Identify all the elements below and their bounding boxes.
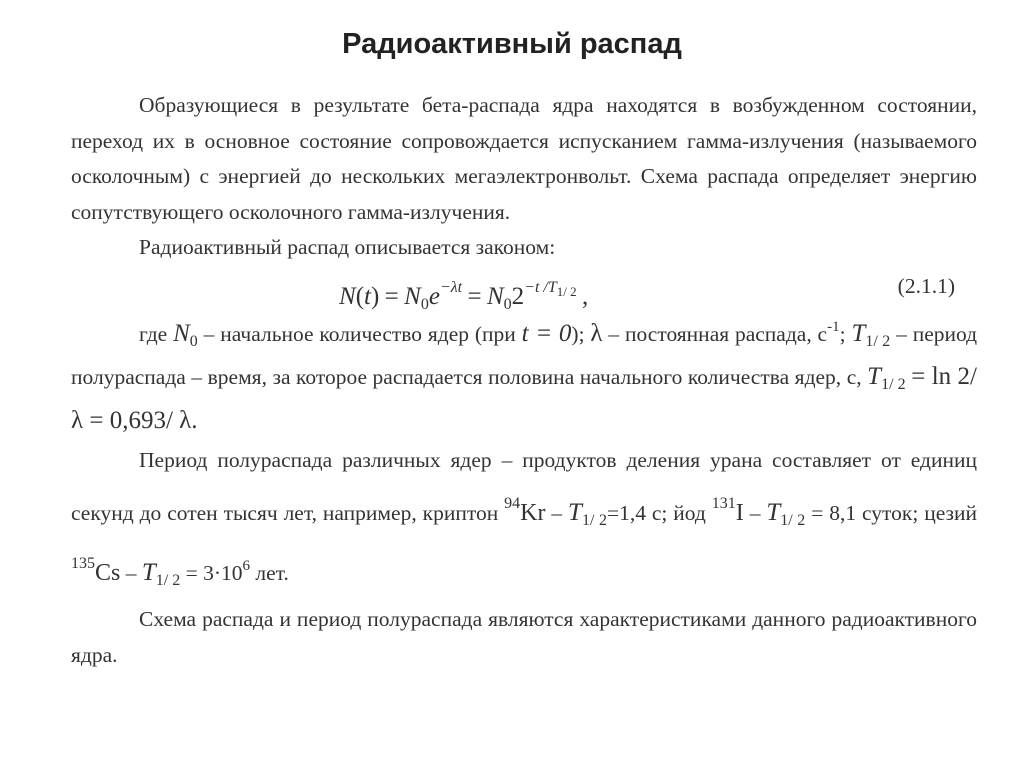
paragraph-definitions: где $N_0$ – начальное количество ядер (при t = 0); λ – постоянная распада, $с^{-1}$; $T_{1/ 2}$ – период полураспада – время, за которое распадается половина начального количества ядер, с, $T_{1/ 2} = \ln 2/$ λ = 0,693/ λ.: [71, 318, 978, 434]
decay-law-formula: $N(t) = N_0e^{-\lambda t} = N_02^{-t /T1/ 2}$ ,: [339, 278, 589, 313]
paragraph-half-lives: Период полураспада различных ядер – продуктов деления урана составляет от единиц секунд до сотен тысяч лет, например, криптон $^{94}Kr - T_{1/ 2}=1,4$ с; йод $^{131}I - T_{1/ 2} = 8,1$ суток; цезий $^{135}Cs - T_{1/ 2} = 3\cdot 10^6$ лет.: [71, 448, 978, 589]
paragraph-conclusion: Схема распада и период полураспада являются характеристиками данного радиоактивного ядра.: [71, 607, 977, 667]
document-body: [71, 88, 977, 673]
equation-number: (2.1.1): [897, 273, 955, 298]
page-title: Радиоактивный распад: [342, 28, 682, 60]
paragraph-excited-nuclei: Образующиеся в результате бета-распада ядра находятся в возбужденном состоянии, переход их в основное состояние сопровождается испусканием гамма-излучения (называемого осколочным) с энергией до нескольких мегаэлектронвольт. Схема распада определяет энергию сопутствующего осколочного гамма-излучения.: [71, 93, 977, 224]
decay-law-formula-row: [71, 266, 977, 313]
paragraph-decay-law-intro: Радиоактивный распад описывается законом:: [139, 235, 556, 259]
